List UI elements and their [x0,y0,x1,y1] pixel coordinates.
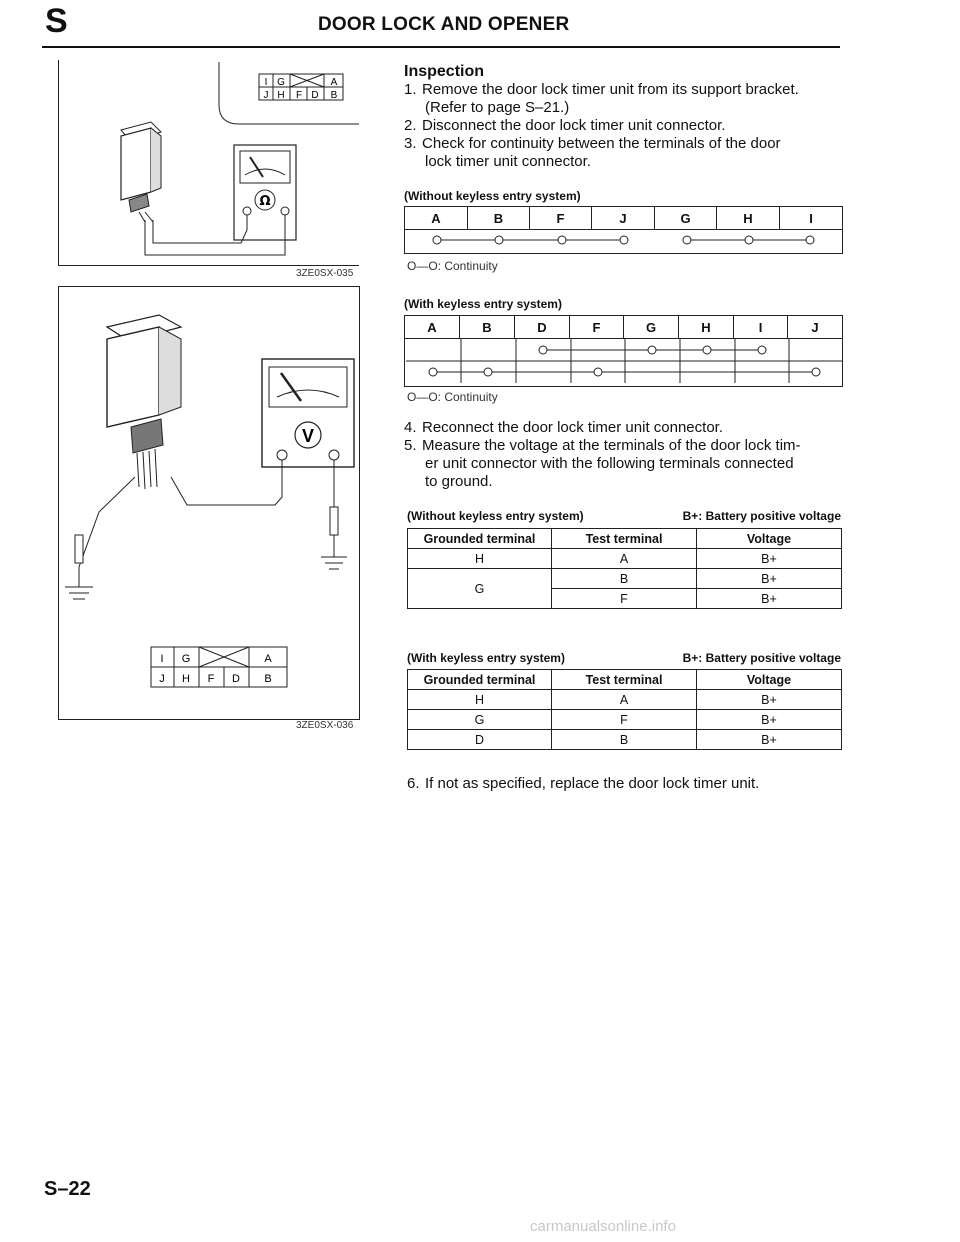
col-header: B [468,207,530,230]
inspection-section [404,63,844,171]
fig1-pin-I: I [264,77,268,88]
fig1-pin-H: H [277,90,285,101]
table-row [408,690,842,710]
grounded-cell: D [408,730,552,750]
col-header: Grounded terminal [408,670,552,690]
step-4: 4. Reconnect the door lock timer unit connector. [404,419,723,436]
col-header: Grounded terminal [408,529,552,549]
section-letter: S [45,2,68,40]
fig2-pin-A: A [264,653,272,665]
col-header: G [624,316,679,339]
voltage-cell: B+ [697,710,842,730]
test-cell: F [552,710,697,730]
continuity-table-without [404,206,843,254]
voltage-cell: B+ [697,549,842,569]
col-header: F [530,207,592,230]
fig2-pin-F: F [207,673,215,685]
voltage-cell: B+ [697,690,842,710]
fig2-pin-I: I [160,653,164,665]
voltage-cell: B+ [697,589,842,609]
col-header: H [717,207,780,230]
fig1-pin-G: G [277,77,285,88]
continuity-rows [406,339,842,383]
fig2-pin-G: G [181,653,191,665]
table-row [408,730,842,750]
col-header: F [570,316,624,339]
col-header: Voltage [697,529,842,549]
voltmeter-icon [262,359,354,467]
fig2-pin-D: D [232,673,240,685]
step-5: 5. Measure the voltage at the terminals of the door lock tim- [404,437,801,454]
fig2-pin-H: H [182,673,190,685]
col-header: A [405,207,468,230]
continuity-table-with [404,315,843,387]
voltage-with-caption-line [407,651,841,665]
voltage-cell: B+ [697,569,842,589]
battery-note: B+: Battery positive voltage [682,509,841,523]
step-3: 3. Check for continuity between the terminals of the door [404,135,781,152]
continuity-with-caption: (With keyless entry system) [404,297,562,311]
voltage-without-caption-line [407,509,841,523]
col-header: Test terminal [552,670,697,690]
fig1-pin-B: B [330,90,338,101]
col-header: A [405,316,460,339]
continuity-legend: O—O: Continuity [407,259,498,273]
col-header: Voltage [697,670,842,690]
continuity-row-1 [406,230,842,250]
timer-unit-icon [107,315,181,489]
header-rule [42,46,840,48]
timer-unit-icon [121,122,161,212]
voltage-with-caption: (With keyless entry system) [407,651,565,665]
fig1-pin-F: F [295,90,303,101]
fig2-pin-B: B [264,673,272,685]
test-cell: B [552,730,697,750]
test-cell: B [552,569,697,589]
step-6: 6. If not as specified, replace the door lock timer unit. [407,775,760,792]
grounded-cell: G [408,710,552,730]
ohmmeter-illustration [59,60,359,265]
col-header: H [679,316,734,339]
col-header: I [734,316,788,339]
col-header: D [515,316,570,339]
fig2-meter-symbol: V [301,426,315,446]
table-row [408,549,842,569]
watermark: carmanualsonline.info [530,1218,676,1235]
figure-code: 3ZE0SX-035 [296,268,354,279]
steps-4-5 [404,419,844,491]
col-header: I [780,207,843,230]
voltage-without-caption: (Without keyless entry system) [407,509,584,523]
continuity-without-caption: (Without keyless entry system) [404,189,581,203]
col-header: J [592,207,655,230]
fig1-pin-J: J [263,90,269,101]
fig1-pin-D: D [311,90,319,101]
fig2-pin-J: J [159,673,165,685]
table-row [408,710,842,730]
step-5-sub2: to ground. [425,473,493,490]
step-2: 2. Disconnect the door lock timer unit connector. [404,117,726,134]
page-title: DOOR LOCK AND OPENER [318,14,570,35]
step-3-sub: lock timer unit connector. [425,153,591,170]
inspection-heading: Inspection [404,63,485,80]
fig1-pin-A: A [330,77,338,88]
voltmeter-illustration [59,287,359,719]
figure-ohmmeter [58,60,359,266]
col-header: Test terminal [552,529,697,549]
col-header: J [788,316,843,339]
figure-voltmeter [58,286,360,720]
col-header: B [460,316,515,339]
figure-code: 3ZE0SX-036 [296,720,354,731]
col-header: G [655,207,717,230]
step-1: 1. Remove the door lock timer unit from its support bracket. [404,81,799,98]
test-cell: A [552,549,697,569]
test-cell: F [552,589,697,609]
fig1-meter-symbol: Ω [259,194,271,209]
grounded-cell: H [408,690,552,710]
voltage-table-with [407,669,842,750]
test-cell: A [552,690,697,710]
grounded-cell: G [408,569,552,609]
step-5-sub: er unit connector with the following terminals connected [425,455,794,472]
continuity-legend: O—O: Continuity [407,390,498,404]
step-1-sub: (Refer to page S–21.) [425,99,570,116]
battery-note: B+: Battery positive voltage [682,651,841,665]
page-number: S–22 [44,1178,91,1200]
table-row [408,569,842,589]
voltage-table-without [407,528,842,609]
voltage-cell: B+ [697,730,842,750]
ohmmeter-icon [234,145,296,240]
grounded-cell: H [408,549,552,569]
